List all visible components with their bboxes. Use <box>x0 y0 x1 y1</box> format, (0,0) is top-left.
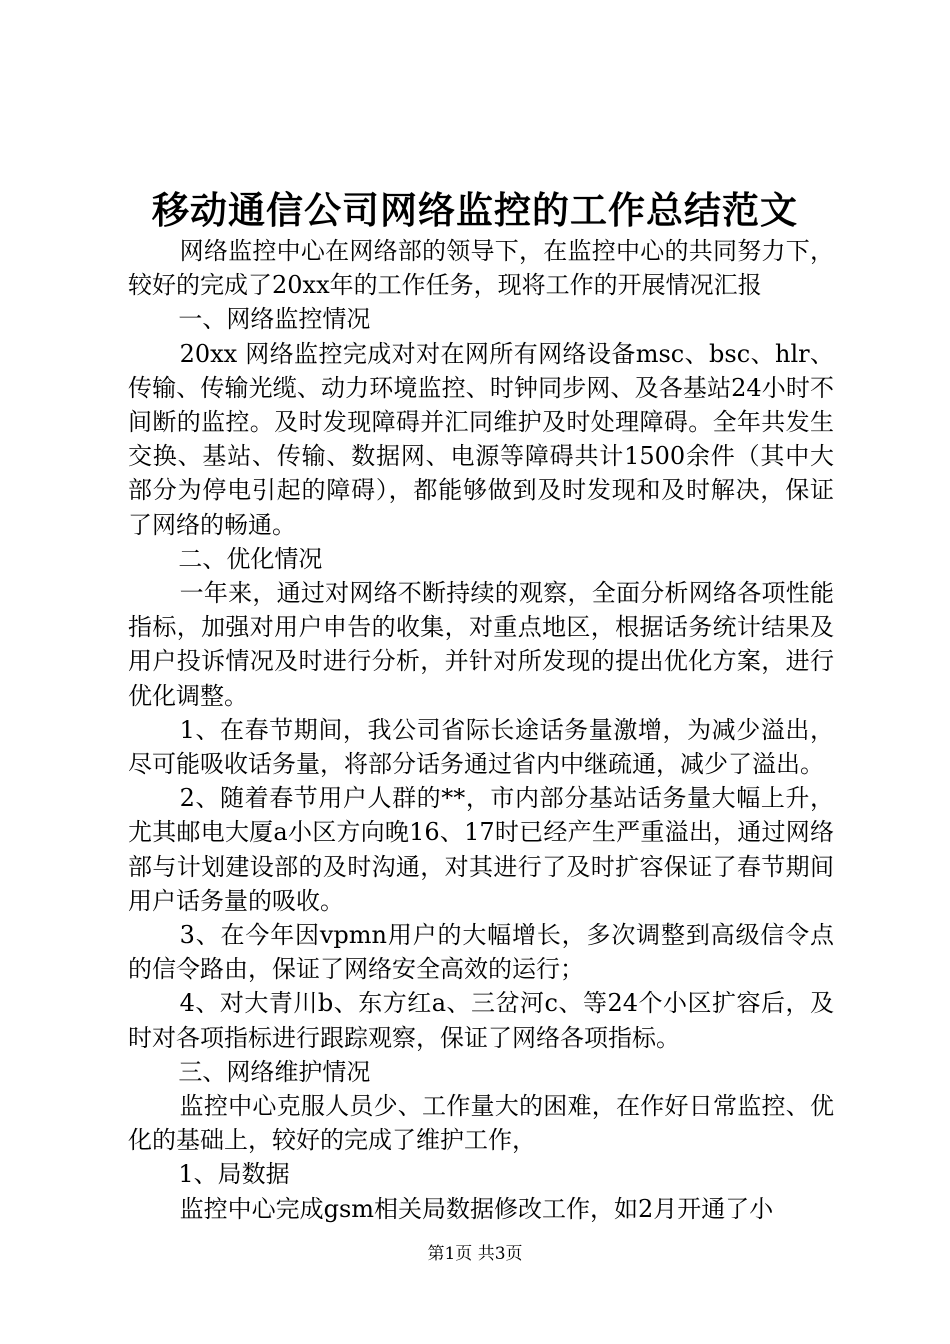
paragraph-monitoring: 20xx 网络监控完成对对在网所有网络设备msc、bsc、hlr、传输、传输光缆、动力环境监控、时钟同步网、及各基站24小时不间断的监控。及时发现障碍并汇同维护及时处理障碍。全年共发生交换、基站、传输、数据网、电源等障碍共计1500余件（其中大部分为停电引起的障碍），都能够做到及时发现和及时解决，保证了网络的畅通。 <box>128 339 834 539</box>
paragraph-intro: 网络监控中心在网络部的领导下，在监控中心的共同努力下，较好的完成了20xx年的工作任务，现将工作的开展情况汇报 <box>128 237 834 300</box>
paragraph-office-data: 监控中心完成gsm相关局数据修改工作，如2月开通了小 <box>179 1194 774 1223</box>
list-item-user-growth: 2、随着春节用户人群的**，市内部分基站话务量大幅上升，尤其邮电大厦a小区方向晚16、17时已经产生严重溢出，通过网络部与计划建设部的及时沟通，对其进行了及时扩容保证了春节期间用户话务量的吸收。 <box>128 784 834 915</box>
section-heading-maintenance: 三、网络维护情况 <box>178 1057 371 1086</box>
list-item-spring-festival: 1、在春节期间，我公司省际长途话务量激增，为减少溢出，尽可能吸收话务量，将部分话务通过省内中继疏通，减少了溢出。 <box>128 715 834 779</box>
subheading-office-data: 1、局数据 <box>178 1160 290 1189</box>
list-item-vpmn: 3、在今年因vpmn用户的大幅增长，多次调整到高级信令点的信令路由，保证了网络安全高效的运行； <box>128 921 834 984</box>
list-item-expansion: 4、对大青川b、东方红a、三岔河c、等24个小区扩容后，及时对各项指标进行跟踪观察，保证了网络各项指标。 <box>128 989 834 1052</box>
section-heading-optimization: 二、优化情况 <box>178 544 323 573</box>
section-heading-monitoring: 一、网络监控情况 <box>178 305 371 334</box>
page-number-footer: 第1页 共3页 <box>427 1244 523 1264</box>
page-title: 移动通信公司网络监控的工作总结范文 <box>152 188 798 232</box>
paragraph-maintenance: 监控中心克服人员少、工作量大的困难，在作好日常监控、优化的基础上，较好的完成了维护工作， <box>128 1092 834 1155</box>
paragraph-optimization: 一年来，通过对网络不断持续的观察，全面分析网络各项性能指标，加强对用户申告的收集，对重点地区，根据话务统计结果及用户投诉情况及时进行分析，并针对所发现的提出优化方案，进行优化调整。 <box>128 579 834 710</box>
document-body <box>128 234 834 1226</box>
